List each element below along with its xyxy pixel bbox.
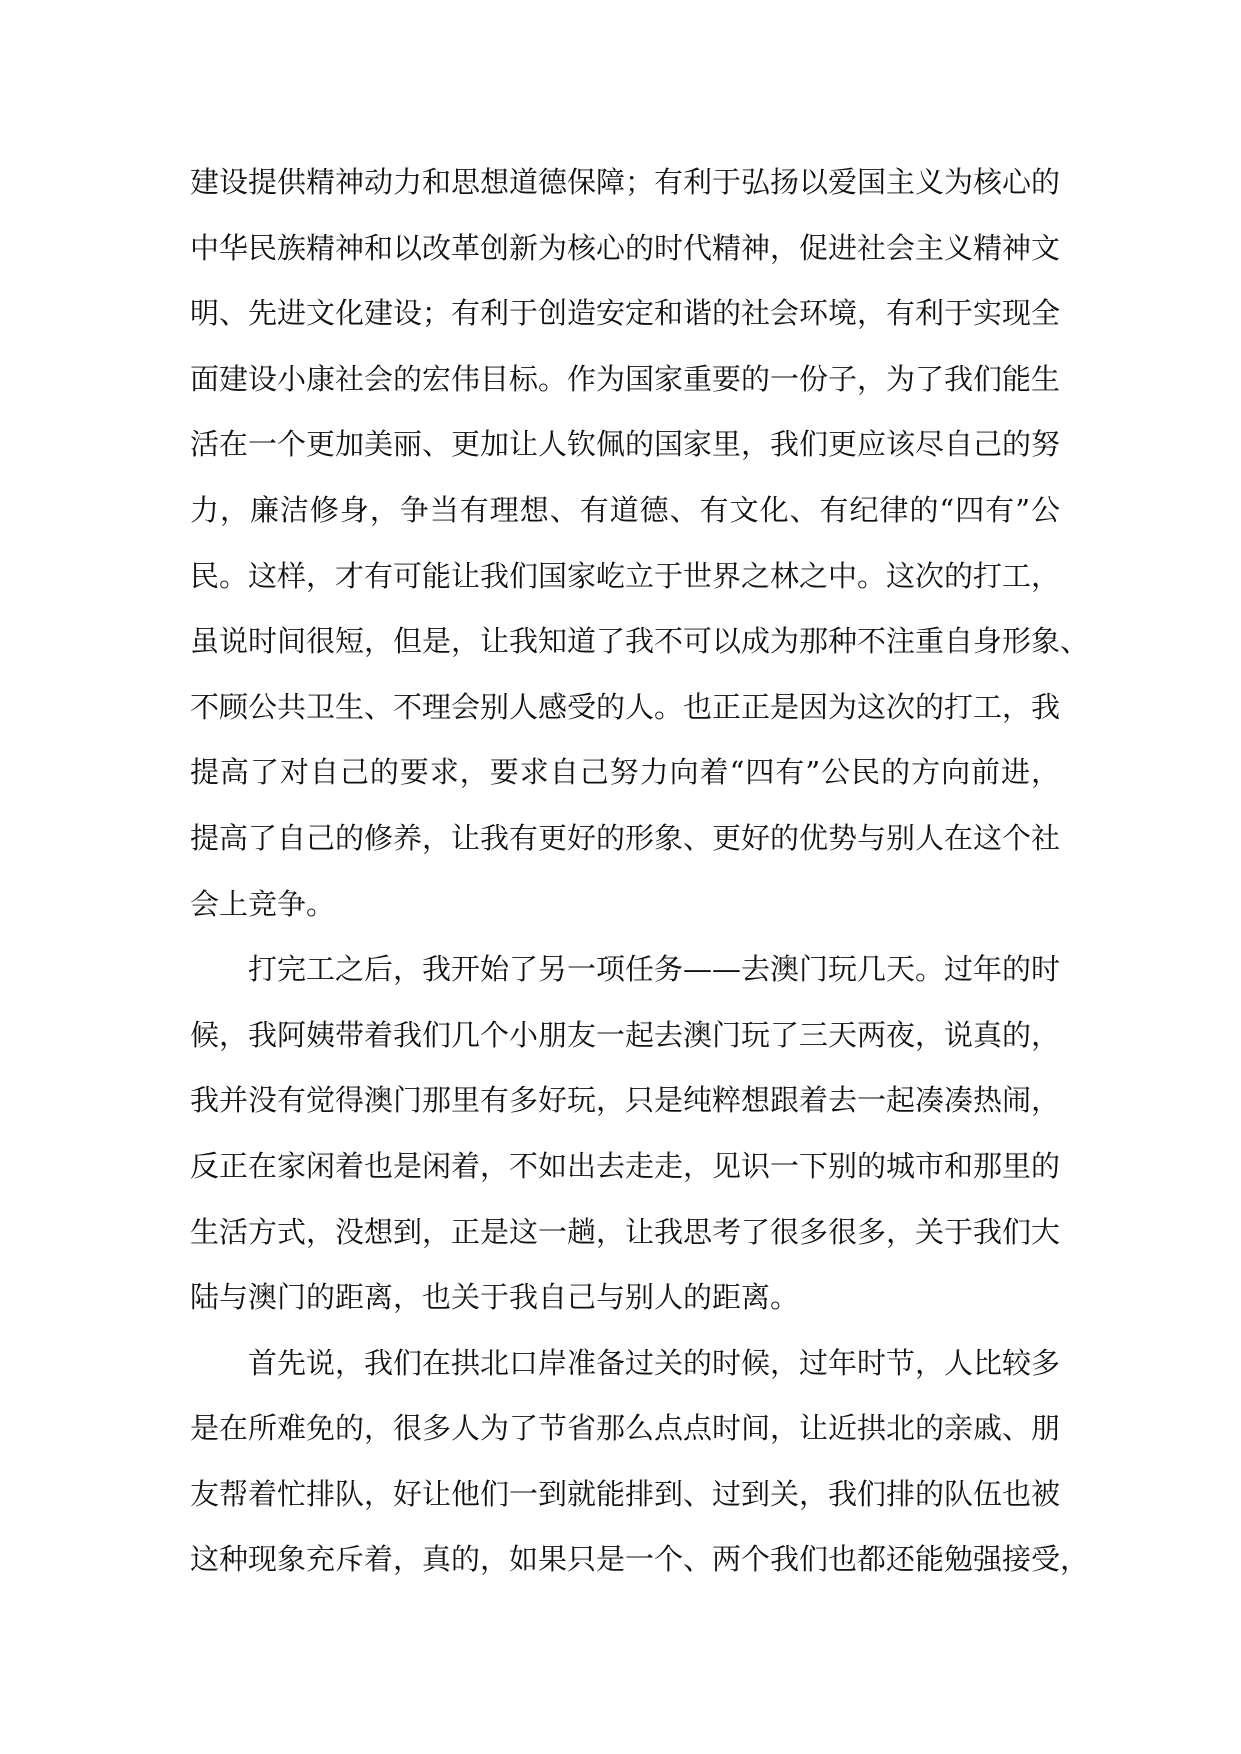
paragraph-1: [190, 150, 1090, 937]
text-line: 明、先进文化建设；有利于创造安定和谐的社会环境，有利于实现全: [190, 296, 1061, 331]
text-line: 候，我阿姨带着我们几个小朋友一起去澳门玩了三天两夜，说真的，: [190, 1017, 1061, 1052]
text-line: 建设提供精神动力和思想道德保障；有利于弘扬以爱国主义为核心的: [190, 165, 1061, 199]
text-line: 不顾公共卫生、不理会别人感受的人。也正正是因为这次的打工，我: [190, 689, 1061, 724]
text-line: 中华民族精神和以改革创新为核心的时代精神，促进社会主义精神文: [190, 230, 1061, 265]
text-line: 友帮着忙排队，好让他们一到就能排到、过到关，我们排的队伍也被: [190, 1476, 1061, 1511]
text-line: 面建设小康社会的宏伟目标。作为国家重要的一份子，为了我们能生: [190, 361, 1061, 396]
text-line: 是在所难免的，很多人为了节省那么点点时间，让近拱北的亲戚、朋: [190, 1411, 1061, 1446]
text-line: 我并没有觉得澳门那里有多好玩，只是纯粹想跟着去一起凑凑热闹，: [190, 1083, 1061, 1118]
text-line: 生活方式，没想到，正是这一趟，让我思考了很多很多，关于我们大: [190, 1214, 1061, 1249]
text-line: 力，廉洁修身，争当有理想、有道德、有文化、有纪律的“四有”公: [190, 492, 1060, 527]
text-line: 会上竞争。: [190, 886, 336, 921]
text-line: 反正在家闲着也是闲着，不如出去走走，见识一下别的城市和那里的: [190, 1148, 1061, 1183]
paragraph-3: [190, 1331, 1090, 1593]
text-line: 虽说时间很短，但是，让我知道了我不可以成为那种不注重自身形象、: [190, 624, 1090, 659]
text-line: 陆与澳门的距离，也关于我自己与别人的距离。: [190, 1280, 800, 1315]
text-line: 打完工之后，我开始了另一项任务——去澳门玩几天。过年的时: [248, 952, 1061, 987]
text-line: 这种现象充斥着，真的，如果只是一个、两个我们也都还能勉强接受，: [190, 1542, 1090, 1577]
text-line: 首先说，我们在拱北口岸准备过关的时候，过年时节，人比较多: [248, 1345, 1061, 1380]
text-line: 提高了对自己的要求，要求自己努力向着“四有”公民的方向前进，: [190, 755, 1060, 790]
paragraph-2: [190, 937, 1060, 1331]
text-line: 民。这样，才有可能让我们国家屹立于世界之林之中。这次的打工，: [190, 558, 1061, 593]
document-body: [190, 150, 1090, 1593]
text-line: 提高了自己的修养，让我有更好的形象、更好的优势与别人在这个社: [190, 820, 1061, 855]
text-line: 活在一个更加美丽、更加让人钦佩的国家里，我们更应该尽自己的努: [190, 427, 1061, 462]
